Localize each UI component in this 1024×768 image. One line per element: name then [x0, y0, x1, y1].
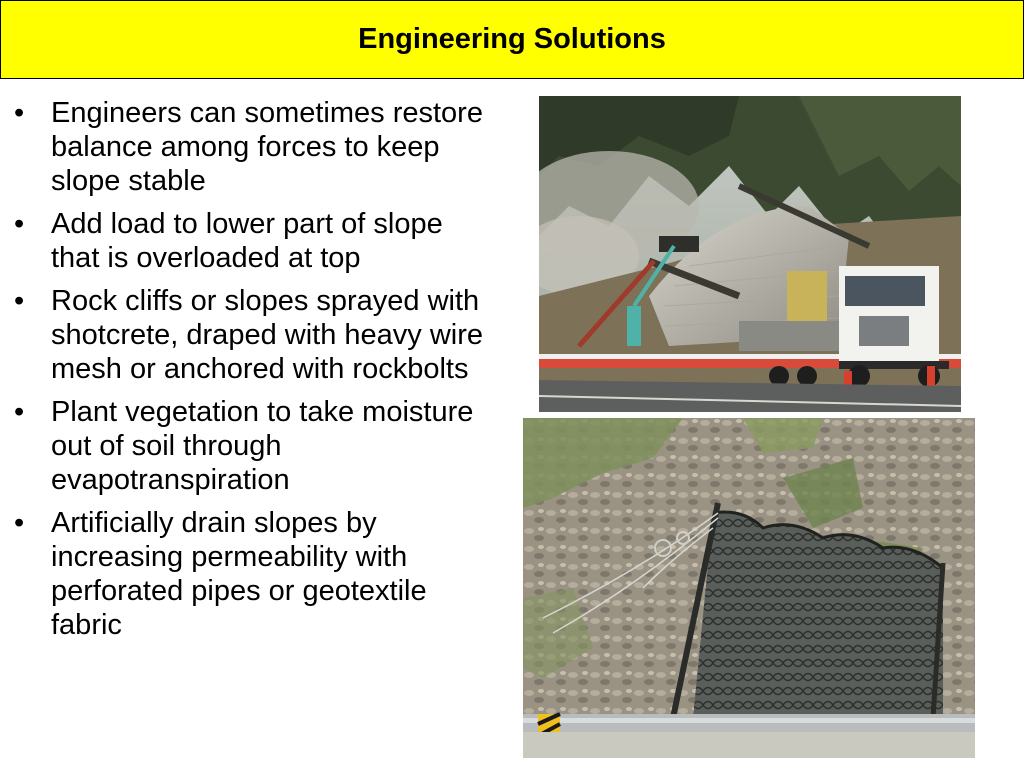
slide-title: Engineering Solutions	[358, 23, 666, 55]
bullet-marker: •	[14, 396, 25, 428]
rockfall-netting-photo	[523, 418, 975, 758]
bullet-item	[12, 395, 492, 497]
bullet-item	[12, 506, 492, 642]
bullet-item	[12, 207, 492, 275]
shotcrete-rig-photo	[539, 96, 961, 412]
bullet-item	[12, 284, 492, 386]
bullet-text: Plant vegetation to take moisture out of soil through evapotranspiration	[51, 396, 474, 496]
title-bar	[0, 0, 1024, 79]
bullet-text: Artificially drain slopes by increasing permeability with perforated pipes or geotextile fabric	[51, 507, 427, 641]
bullet-text: Engineers can sometimes restore balance among forces to keep slope stable	[51, 97, 483, 197]
bullet-marker: •	[14, 285, 25, 317]
bullet-marker: •	[14, 97, 25, 129]
bullet-marker: •	[14, 208, 25, 240]
bullet-marker: •	[14, 507, 25, 539]
bullet-text: Rock cliffs or slopes sprayed with shotcrete, draped with heavy wire mesh or anchored with rockbolts	[51, 285, 483, 385]
bullet-item	[12, 96, 492, 198]
bullet-list	[12, 96, 492, 651]
bullet-text: Add load to lower part of slope that is overloaded at top	[51, 208, 443, 274]
